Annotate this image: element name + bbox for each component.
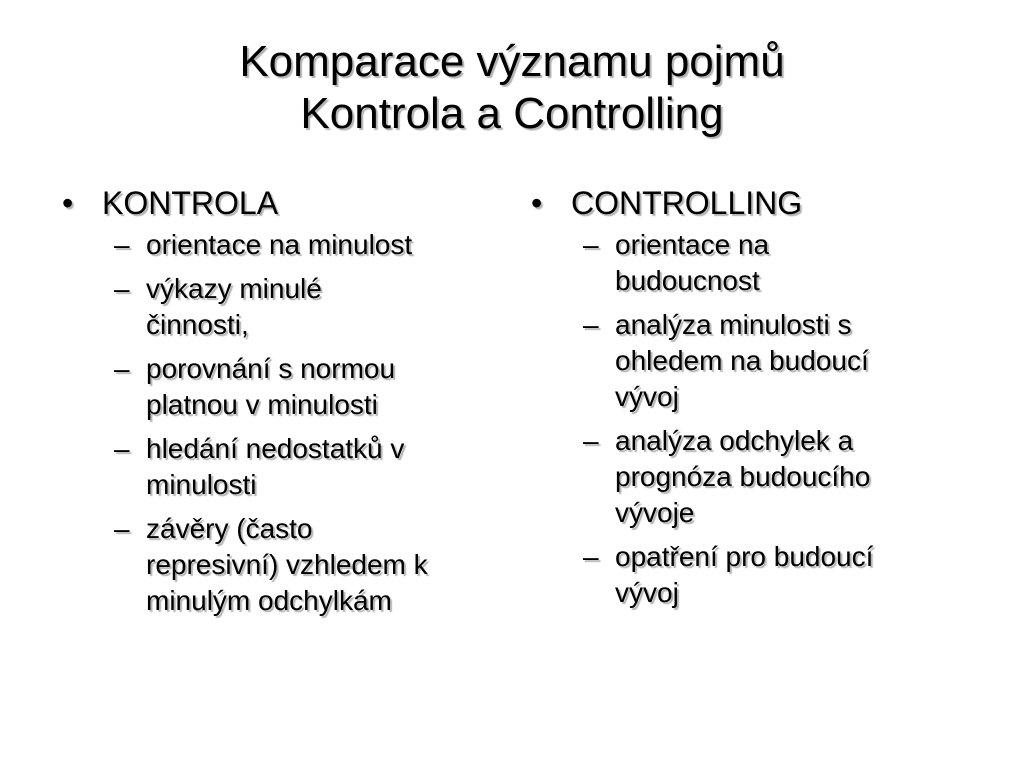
item-line: závěry (často bbox=[146, 513, 313, 544]
item-line: vývoje bbox=[615, 497, 695, 528]
item-line: analýza odchylek a bbox=[615, 425, 854, 456]
item-line: hledání nedostatků v bbox=[146, 433, 405, 464]
item-line: budoucnost bbox=[615, 265, 760, 296]
kontrola-list bbox=[62, 227, 502, 619]
item-line: porovnání s normou bbox=[146, 353, 396, 384]
list-item bbox=[531, 539, 971, 611]
item-line: vývoj bbox=[615, 577, 679, 608]
heading-controlling bbox=[531, 183, 971, 223]
list-item bbox=[62, 431, 502, 503]
item-line: vývoj bbox=[615, 381, 679, 412]
item-line: opatření pro budoucí bbox=[615, 541, 874, 572]
title-line-1: Komparace významu pojmů bbox=[239, 37, 785, 86]
heading-controlling-text: CONTROLLING bbox=[571, 185, 803, 221]
item-line: minulým odchylkám bbox=[146, 585, 392, 616]
list-item bbox=[62, 227, 502, 263]
item-line: orientace na minulost bbox=[146, 229, 413, 260]
dash-icon: – bbox=[114, 433, 130, 464]
dash-icon: – bbox=[583, 229, 599, 260]
item-line: platnou v minulosti bbox=[146, 389, 378, 420]
heading-kontrola-text: KONTROLA bbox=[102, 185, 279, 221]
bullet-icon: • bbox=[62, 185, 74, 221]
list-item bbox=[531, 227, 971, 299]
dash-icon: – bbox=[583, 541, 599, 572]
dash-icon: – bbox=[583, 309, 599, 340]
list-item bbox=[531, 423, 971, 531]
item-line: ohledem na budoucí bbox=[615, 345, 869, 376]
controlling-list bbox=[531, 227, 971, 611]
item-line: prognóza budoucího bbox=[615, 461, 871, 492]
dash-icon: – bbox=[114, 229, 130, 260]
item-line: výkazy minulé bbox=[146, 273, 322, 304]
column-kontrola bbox=[62, 183, 502, 619]
item-line: represivní) vzhledem k bbox=[146, 549, 428, 580]
item-line: analýza minulosti s bbox=[615, 309, 852, 340]
item-line: orientace na bbox=[615, 229, 770, 260]
dash-icon: – bbox=[114, 273, 130, 304]
heading-kontrola bbox=[62, 183, 502, 223]
list-item bbox=[62, 271, 502, 343]
list-item bbox=[531, 307, 971, 415]
bullet-icon: • bbox=[531, 185, 543, 221]
list-item bbox=[62, 351, 502, 423]
item-line: činnosti, bbox=[146, 309, 249, 340]
dash-icon: – bbox=[114, 353, 130, 384]
list-item bbox=[62, 511, 502, 619]
title-line-2: Kontrola a Controlling bbox=[300, 89, 724, 138]
dash-icon: – bbox=[583, 425, 599, 456]
dash-icon: – bbox=[114, 513, 130, 544]
slide-title bbox=[0, 36, 1024, 140]
column-controlling bbox=[531, 183, 971, 611]
item-line: minulosti bbox=[146, 469, 257, 500]
